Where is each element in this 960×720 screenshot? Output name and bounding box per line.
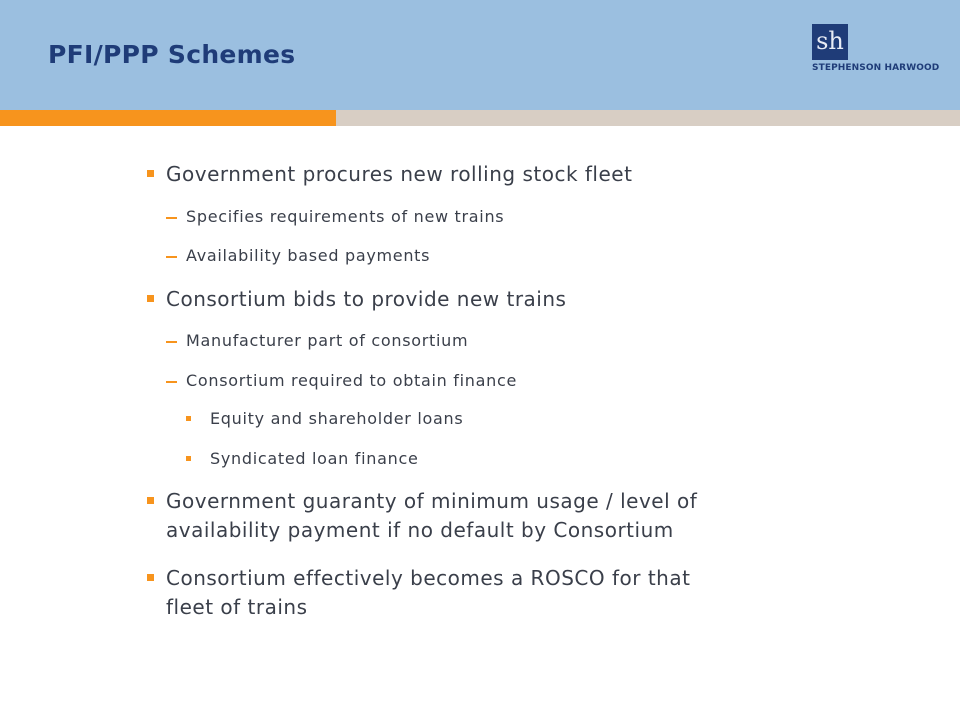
bullet-marker [186, 456, 191, 461]
bullet-text: Consortium bids to provide new trains [166, 287, 567, 311]
bullet-text-continued: fleet of trains [166, 595, 308, 619]
dash-marker [166, 381, 177, 383]
bullet-marker [147, 170, 154, 177]
sub-bullet-text: Specifies requirements of new trains [186, 207, 505, 226]
sub-sub-bullet-text: Syndicated loan finance [210, 449, 419, 468]
bullet-marker [147, 497, 154, 504]
bullet-text: Consortium effectively becomes a ROSCO for that [166, 566, 691, 590]
slide-title: PFI/PPP Schemes [48, 40, 296, 69]
bullet-text: Government guaranty of minimum usage / level of [166, 489, 698, 513]
sub-bullet-text: Manufacturer part of consortium [186, 331, 469, 350]
dash-marker [166, 256, 177, 258]
sub-sub-bullet-text: Equity and shareholder loans [210, 409, 464, 428]
bullet-marker [186, 416, 191, 421]
bullet-text: Government procures new rolling stock fleet [166, 162, 633, 186]
dash-marker [166, 217, 177, 219]
logo-wordmark: STEPHENSON HARWOOD [812, 63, 940, 73]
bullet-marker [147, 295, 154, 302]
sub-bullet-text: Consortium required to obtain finance [186, 371, 518, 390]
logo-monogram: sh [812, 24, 848, 60]
bullet-text-continued: availability payment if no default by Consortium [166, 518, 674, 542]
bullet-marker [147, 574, 154, 581]
sub-bullet-text: Availability based payments [186, 246, 431, 265]
dash-marker [166, 341, 177, 343]
